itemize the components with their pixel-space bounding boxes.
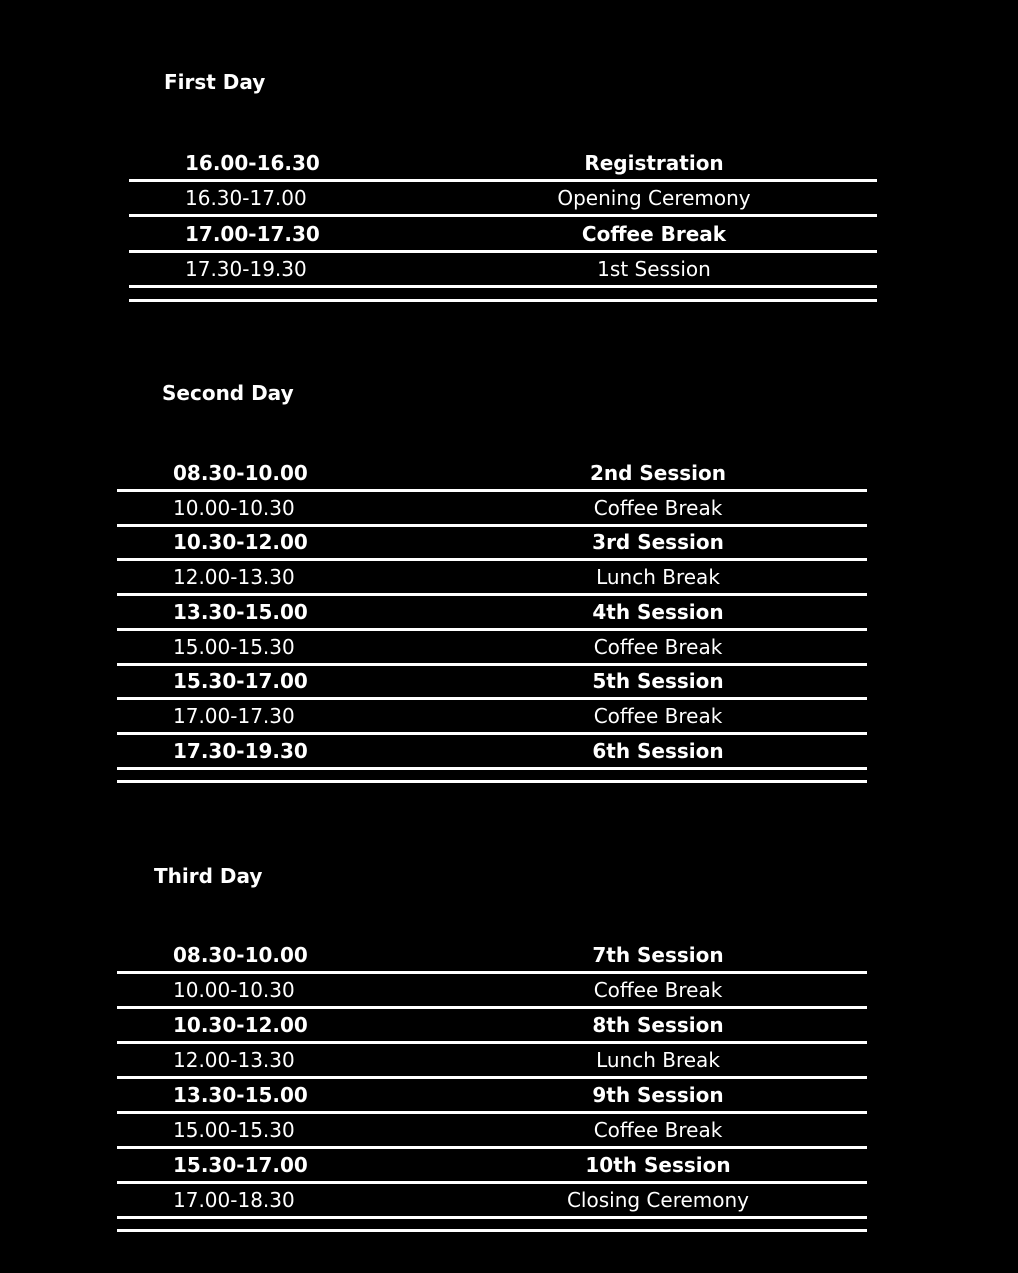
schedule-row	[117, 733, 867, 767]
session-event: Opening Ceremony	[557, 186, 751, 211]
session-event: Closing Ceremony	[566, 1188, 750, 1212]
day-title: Second Day	[162, 381, 294, 405]
session-event: Coffee Break	[593, 495, 723, 520]
row-divider	[117, 1216, 867, 1219]
session-time: 16.30-17.00	[185, 186, 307, 211]
schedule-row	[129, 145, 877, 179]
table-bottom-rule	[117, 1229, 867, 1232]
session-event: Coffee Break	[593, 1118, 723, 1142]
session-time: 16.00-16.30	[185, 151, 320, 175]
session-time: 15.00-15.30	[173, 634, 295, 659]
session-time: 10.30-12.00	[173, 530, 308, 555]
session-event: Coffee Break	[581, 221, 727, 246]
session-event: 3rd Session	[592, 530, 724, 555]
session-event: 6th Session	[592, 738, 724, 763]
schedule-row	[117, 1182, 867, 1216]
schedule-row	[117, 1077, 867, 1111]
session-time: 15.30-17.00	[173, 669, 308, 694]
session-event: Coffee Break	[593, 978, 723, 1002]
session-time: 15.00-15.30	[173, 1118, 295, 1142]
session-time: 13.30-15.00	[173, 599, 308, 624]
schedule-row	[117, 1112, 867, 1146]
session-event: Coffee Break	[593, 703, 723, 728]
schedule-row	[117, 937, 867, 971]
schedule-row	[117, 594, 867, 628]
session-event: 2nd Session	[589, 461, 727, 485]
schedule-row	[117, 524, 867, 558]
table-bottom-rule	[129, 299, 877, 302]
schedule-row	[129, 251, 877, 285]
session-event: 1st Session	[597, 256, 711, 281]
schedule-row	[117, 663, 867, 697]
session-time: 17.30-19.30	[173, 738, 308, 763]
session-time: 17.00-17.30	[185, 221, 320, 246]
session-event: 8th Session	[592, 1013, 724, 1037]
session-time: 10.00-10.30	[173, 978, 295, 1002]
session-time: 10.30-12.00	[173, 1013, 308, 1037]
session-event: Coffee Break	[593, 634, 723, 659]
session-event: 9th Session	[592, 1083, 724, 1107]
session-event: Lunch Break	[596, 1048, 720, 1072]
session-time: 17.30-19.30	[185, 256, 307, 281]
table-bottom-rule	[117, 780, 867, 783]
session-event: 4th Session	[592, 599, 724, 624]
schedule-row	[117, 559, 867, 593]
session-event: 10th Session	[585, 1153, 731, 1177]
schedule-row	[117, 455, 867, 489]
row-divider	[117, 767, 867, 770]
session-time: 17.00-18.30	[173, 1188, 295, 1212]
schedule-row	[117, 1007, 867, 1041]
schedule-row	[117, 972, 867, 1006]
row-divider	[129, 285, 877, 288]
day-title: First Day	[164, 70, 266, 94]
schedule-row	[117, 1042, 867, 1076]
session-event: Lunch Break	[596, 565, 720, 590]
session-event: 7th Session	[592, 943, 724, 967]
schedule-row	[117, 629, 867, 663]
session-time: 08.30-10.00	[173, 943, 308, 967]
session-time: 15.30-17.00	[173, 1153, 308, 1177]
schedule-row	[117, 698, 867, 732]
session-time: 10.00-10.30	[173, 495, 295, 520]
schedule-row	[117, 1147, 867, 1181]
schedule-row	[117, 490, 867, 524]
schedule-row	[129, 216, 877, 250]
session-time: 17.00-17.30	[173, 703, 295, 728]
schedule-row	[129, 180, 877, 214]
session-time: 12.00-13.30	[173, 1048, 295, 1072]
session-time: 08.30-10.00	[173, 461, 308, 485]
session-event: Registration	[584, 151, 724, 175]
day-title: Third Day	[154, 864, 263, 888]
session-time: 12.00-13.30	[173, 565, 295, 590]
session-time: 13.30-15.00	[173, 1083, 308, 1107]
session-event: 5th Session	[592, 669, 724, 694]
